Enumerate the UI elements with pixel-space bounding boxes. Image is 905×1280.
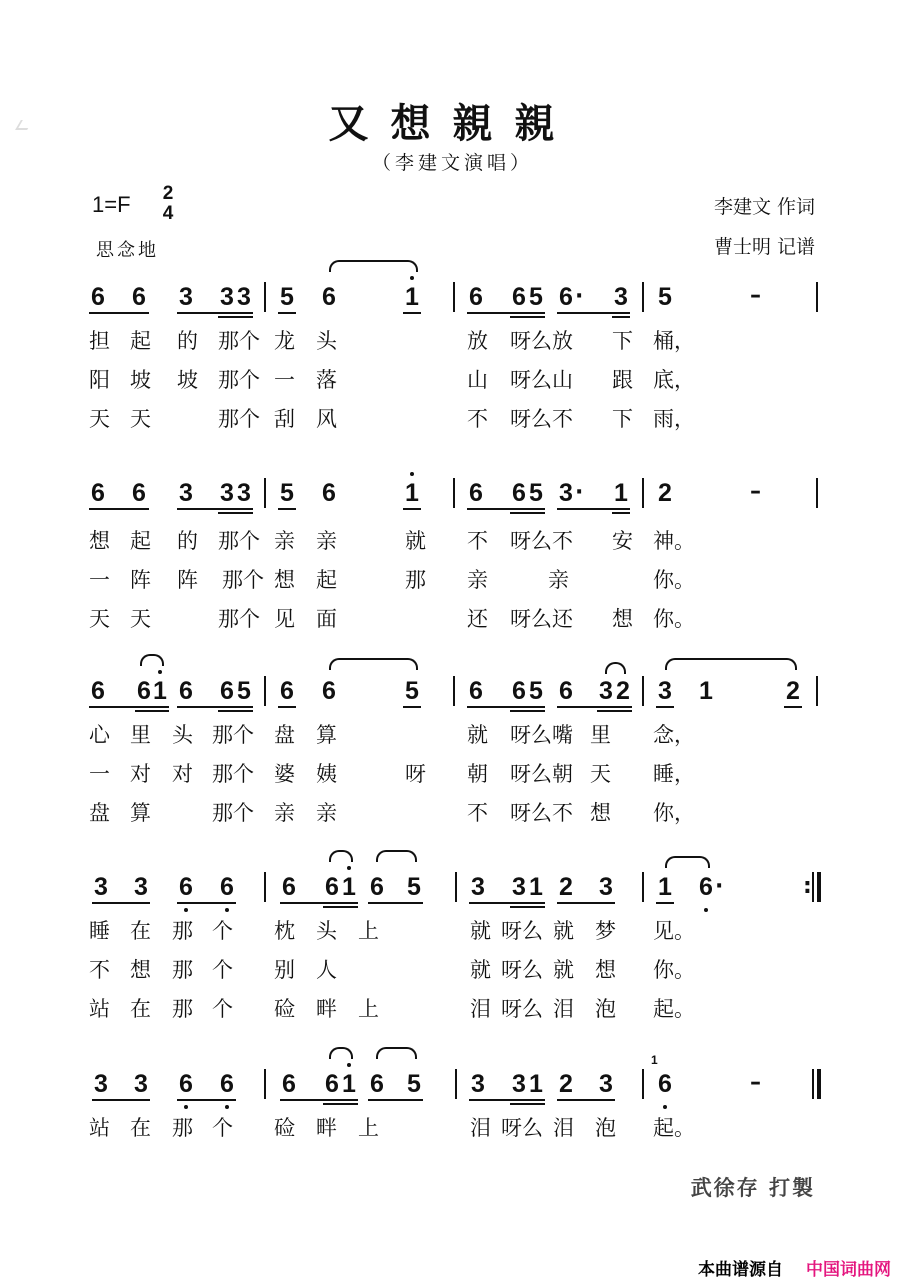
tempo-marking: 思念地 <box>96 240 159 261</box>
source-site-link[interactable]: 中国词曲网 <box>806 1260 891 1280</box>
lyrics-verse-1: 站 在 那 个 硷 畔 上 泪 呀么 泪 泡 起。 <box>89 1116 695 1140</box>
key-signature: 1=F <box>92 192 131 217</box>
lyrics-verse-1: 睡 在 那 个 枕 头 上 就 呀么 就 梦 见。 <box>89 919 695 943</box>
song-subtitle: （李建文演唱） <box>371 152 533 174</box>
lyrics-verse-3: 天 天 那个 刮 风 不 呀么不 下 雨， <box>89 407 695 431</box>
lyrics-verse-3: 盘 算 那个 亲 亲 不 呀么不 想 你， <box>89 801 695 825</box>
time-signature: 2 4 <box>162 183 174 224</box>
notation-row: 3 3 6 6 6 6 1 6 5 3 3 1 2 3 1 6 · : <box>0 872 905 912</box>
engraver-signature: 武徐存 打製 <box>690 1175 815 1200</box>
lyricist-credit: 李建文 作词 <box>713 196 815 218</box>
transcriber-credit: 曹士明 记谱 <box>713 236 815 258</box>
lyrics-verse-2: 一 阵 阵 那个 想 起 那 亲 亲 你。 <box>89 568 695 592</box>
notation-row: 6 6 3 3 3 5 6 1 6 6 5 3 · 1 2 – <box>0 478 905 518</box>
notation-row: 3 3 6 6 6 6 1 6 5 3 3 1 2 3 1 6 – <box>0 1069 905 1109</box>
source-label: 本曲谱源自 <box>698 1260 783 1280</box>
notation-row: 6 6 1 6 6 5 6 6 5 6 6 5 6 3 2 3 1 2 <box>0 676 905 716</box>
lyrics-verse-2: 不 想 那 个 别 人 就 呀么 就 想 你。 <box>89 958 695 982</box>
lyrics-verse-3: 站 在 那 个 硷 畔 上 泪 呀么 泪 泡 起。 <box>89 997 695 1021</box>
lyrics-verse-3: 天 天 那个 见 面 还 呀么还 想 你。 <box>89 607 695 631</box>
lyrics-verse-1: 想 起 的 那个 亲 亲 就 不 呀么不 安 神。 <box>89 529 695 553</box>
lyrics-verse-2: 阳 坡 坡 那个 一 落 山 呀么山 跟 底， <box>89 368 695 392</box>
grace-note: 1 <box>651 1053 658 1067</box>
lyrics-verse-1: 担 起 的 那个 龙 头 放 呀么放 下 桶， <box>89 329 695 353</box>
lyrics-verse-2: 一 对 对 那个 婆 姨 呀 朝 呀么朝 天 睡， <box>89 762 695 786</box>
notation-row: 6 6 3 3 3 5 6 1 6 6 5 6 · 3 5 – <box>0 282 905 322</box>
lyrics-verse-1: 心 里 头 那个 盘 算 就 呀么嘴 里 念， <box>89 723 695 747</box>
song-title: 又想親親 <box>328 100 577 147</box>
